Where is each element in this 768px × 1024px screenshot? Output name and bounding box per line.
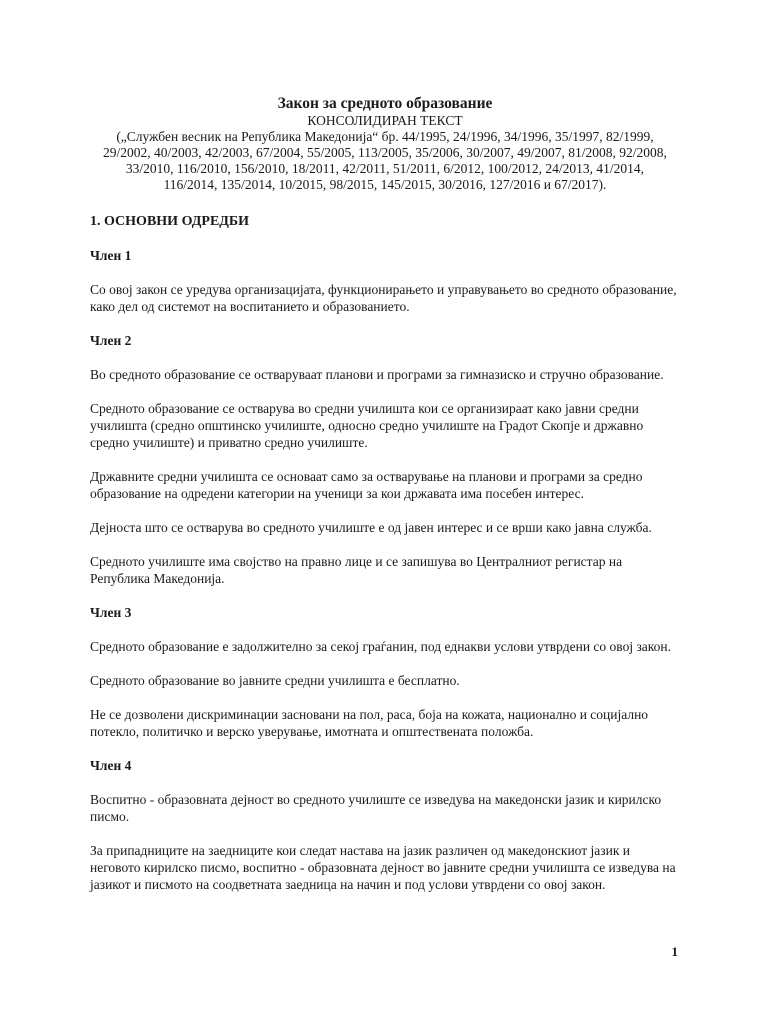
article-heading: Член 4 xyxy=(90,758,132,773)
article-paragraph: Државните средни училишта се основаат само за остварување на планови и програми за средно образование на одредени категории на ученици за кои државата има посебен интерес. xyxy=(90,469,643,501)
article-heading: Член 3 xyxy=(90,605,132,620)
article-paragraph: Средното образование е задолжително за секој граѓанин, под еднакви услови утврдени со овој закон. xyxy=(90,639,671,654)
document-page xyxy=(90,95,680,893)
article-heading: Член 2 xyxy=(90,333,132,348)
article-paragraph: Со овој закон се уредува организацијата, функционирањето и управувањето во средното образование, како дел од системот на воспитанието и образованието. xyxy=(90,282,677,314)
article-paragraph: Во средното образование се остваруваат планови и програми за гимназиско и стручно образование. xyxy=(90,367,664,382)
gazette-line: 33/2010, 116/2010, 156/2010, 18/2011, 42/2011, 51/2011, 6/2012, 100/2012, 24/2013, 41/2014, xyxy=(125,161,645,176)
gazette-line: 29/2002, 40/2003, 42/2003, 67/2004, 55/2005, 113/2005, 35/2006, 30/2007, 49/2007, 81/2008, 92/2008, xyxy=(103,145,667,160)
article-paragraph: Дејноста што се остварува во средното училиште е од јавен интерес и се врши како јавна служба. xyxy=(90,520,652,535)
page-number: 1 xyxy=(671,944,678,959)
article-paragraph: Не се дозволени дискриминации засновани на пол, раса, боја на кожата, национално и социјално потекло, политичко и верско уверување, имотната и општествената положба. xyxy=(90,707,649,739)
section-heading: 1. ОСНОВНИ ОДРЕДБИ xyxy=(90,214,250,229)
document-header xyxy=(90,95,680,193)
document-subtitle: КОНСОЛИДИРАН ТЕКСТ xyxy=(307,113,463,128)
article-paragraph: Средното образование се остварува во средни училишта кои се организираат како јавни средни училишта (средно општинско училиште, односно средно училиште на Градот Скопје и државно средно училиште) и приватно средно училиште. xyxy=(90,401,644,450)
article-paragraph: Средното училиште има својство на правно лице и се запишува во Централниот регистар на Република Македонија. xyxy=(90,554,623,586)
gazette-line: („Службен весник на Република Македонија“ бр. 44/1995, 24/1996, 34/1996, 35/1997, 82/1999, xyxy=(116,129,654,144)
article-paragraph: За припадниците на заедниците кои следат настава на јазик различен од македонскиот јазик и неговото кирилско писмо, воспитно - образовната дејност во јавните средни училишта се изведува на јазикот и писмото на соодветната заедница на начин и под услови утврдени со овој закон. xyxy=(90,843,676,892)
article-paragraph: Воспитно - образовната дејност во средното училиште се изведува на македонски јазик и кирилско писмо. xyxy=(90,792,662,824)
article-paragraph: Средното образование во јавните средни училишта е бесплатно. xyxy=(90,673,460,688)
gazette-line: 116/2014, 135/2014, 10/2015, 98/2015, 145/2015, 30/2016, 127/2016 и 67/2017). xyxy=(163,177,607,192)
article-heading: Член 1 xyxy=(90,248,132,263)
document-title: Закон за средното образование xyxy=(277,95,493,112)
